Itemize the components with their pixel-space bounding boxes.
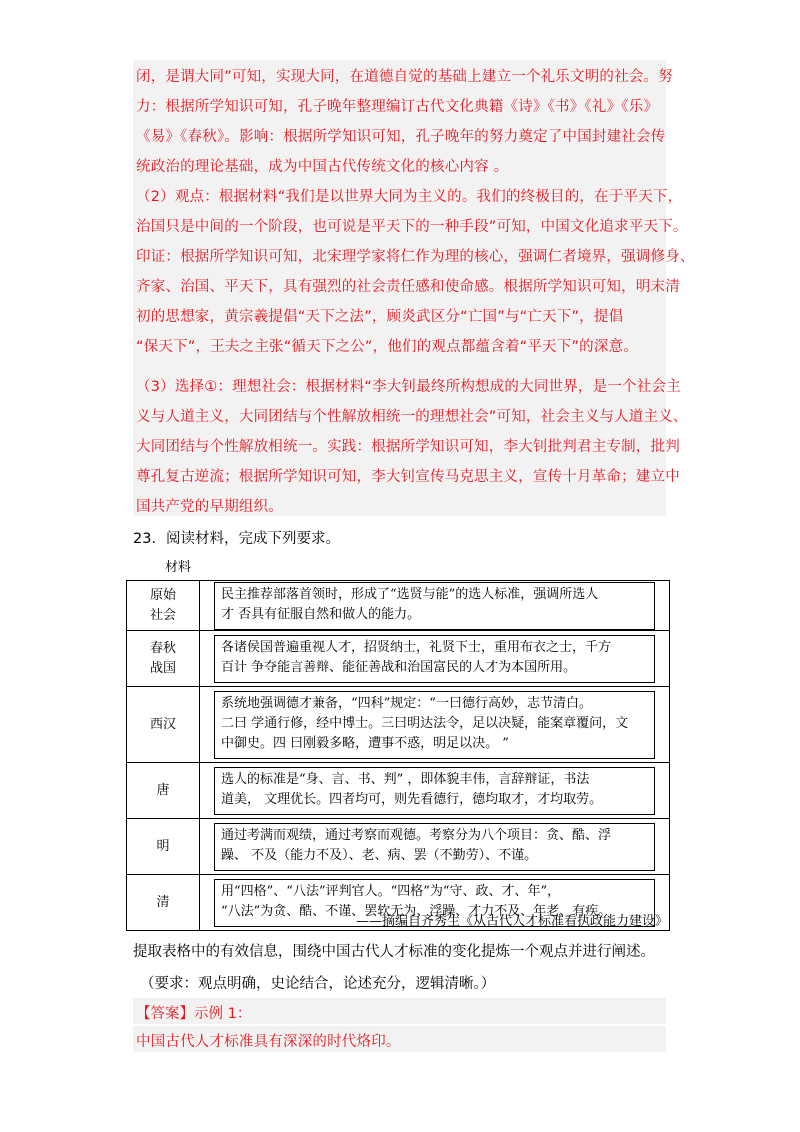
era-label: 社会	[149, 607, 176, 623]
table-row	[127, 581, 670, 631]
era-label: 唐	[156, 782, 170, 798]
question-number: 23．阅读材料，完成下列要求。	[133, 531, 340, 547]
table-cell-content: 用“四格”、“八法”评判官人。“四格”为“守、政、才、年”， “八法”为贪、酷、不谨、罢软无为、浮躁、才力不及、年老、有疾。	[214, 879, 655, 927]
answer-line: 初的思想家，黄宗羲提倡“天下之法”，顾炎武区分“亡国”与“亡天下”，提倡	[136, 309, 624, 325]
answer-line: （2）观点：根据材料“我们是以世界大同为主义的。我们的终极目的，在于平天下，	[136, 189, 683, 205]
answer-line: （3）选择①：理想社会：根据材料“李大钊最终所构想成的大同世界，是一个社会主	[136, 379, 681, 395]
answer-line: 印证：根据所学知识可知，北宋理学家将仁作为理的核心，强调仁者境界，强调修身、	[136, 249, 695, 265]
era-label: 清	[156, 894, 170, 910]
era-label: 原始	[149, 587, 176, 603]
answer-line: 国共产党的早期组织。	[136, 499, 283, 515]
answer-line: 齐家、治国、平天下，具有强烈的社会责任感和使命感。根据所学知识可知，明末清	[136, 279, 680, 295]
era-label: 春秋	[149, 640, 176, 656]
answer-line: 《易》《春秋》。影响：根据所学知识可知，孔子晚年的努力奠定了中国封建社会传	[136, 129, 666, 145]
sample-label: 示例 1：	[194, 1006, 252, 1022]
answer-line: 义与人道主义，大同团结与个性解放相统一的理想社会”可知，社会主义与人道主义、	[136, 409, 688, 425]
era-label: 西汉	[149, 716, 176, 732]
table-cell-content: 各诸侯国普遍重视人才，招贤纳士，礼贤下士，重用布衣之士，千方 百计 争夺能言善辩、能征善战和治国富民的人才为本国所用。	[214, 635, 655, 683]
answer-line: 中国古代人才标准具有深深的时代烙印。	[136, 1034, 401, 1050]
answer-line: 大同团结与个性解放相统一。实践：根据所学知识可知，李大钊批判君主专制，批判	[136, 439, 680, 455]
table-row	[127, 631, 670, 687]
table-cell-content: 选人的标准是“身、言、书、判” ，即体貌丰伟，言辞辩证，书法 道美， 文理优长。四者均可，则先看德行，德均取才，才均取劳。	[214, 767, 655, 815]
answer-tag: 【答案】	[136, 1006, 194, 1022]
answer-tag-line	[136, 1002, 251, 1023]
era-label: 战国	[149, 660, 176, 676]
table-cell-content: 民主推荐部落首领时，形成了“选贤与能”的选人标准，强调所选人 才 否具有征服自然和做人的能力。	[214, 582, 655, 630]
answer-line: 统政治的理论基础，成为中国古代传统文化的核心内容 。	[136, 159, 509, 175]
question-prompt: 提取表格中的有效信息，围绕中国古代人才标准的变化提炼一个观点并进行阐述。	[133, 944, 655, 960]
material-table	[126, 580, 670, 931]
answer-line: 尊孔复古逆流；根据所学知识可知，李大钊宣传马克思主义，宣传十月革命；建立中	[136, 469, 680, 485]
source-citation: ——摘编自齐秀生《从古代人才标准看执政能力建设》	[355, 914, 668, 929]
era-label: 明	[156, 838, 170, 854]
answer-line: 治国只是中间的一个阶段，也可说是平天下的一种手段”可知，中国文化追求平天下。	[136, 219, 688, 235]
answer-line: “保天下”，王夫之主张“循天下之公”，他们的观点都蕴含着“平天下”的深意。	[136, 339, 638, 355]
table-row	[127, 687, 670, 763]
table-cell-content: 通过考满而观绩，通过考察而观德。考察分为八个项目：贪、酷、浮 躁、 不及（能力不及）、老、病、罢（不勤劳）、不谨。	[214, 823, 655, 871]
answer-line: 闭，是谓大同”可知，实现大同，在道德自觉的基础上建立一个礼乐文明的社会。努	[136, 69, 673, 85]
question-requirement: （要求：观点明确，史论结合，论述充分，逻辑清晰。）	[140, 976, 496, 992]
table-row	[127, 819, 670, 875]
material-label: 材料	[165, 560, 192, 575]
answer-line: 力：根据所学知识可知，孔子晚年整理编订古代文化典籍《诗》《书》《礼》《乐》	[136, 99, 659, 115]
table-row	[127, 763, 670, 819]
table-cell-content: 系统地强调德才兼备，“四科”规定：“一曰德行高妙，志节清白。 二曰 学通行修，经中博士。三曰明达法令，足以决疑，能案章覆问，文 中御史。四 曰刚毅多略，遭事不惑，明足以决。 ”	[214, 691, 655, 759]
